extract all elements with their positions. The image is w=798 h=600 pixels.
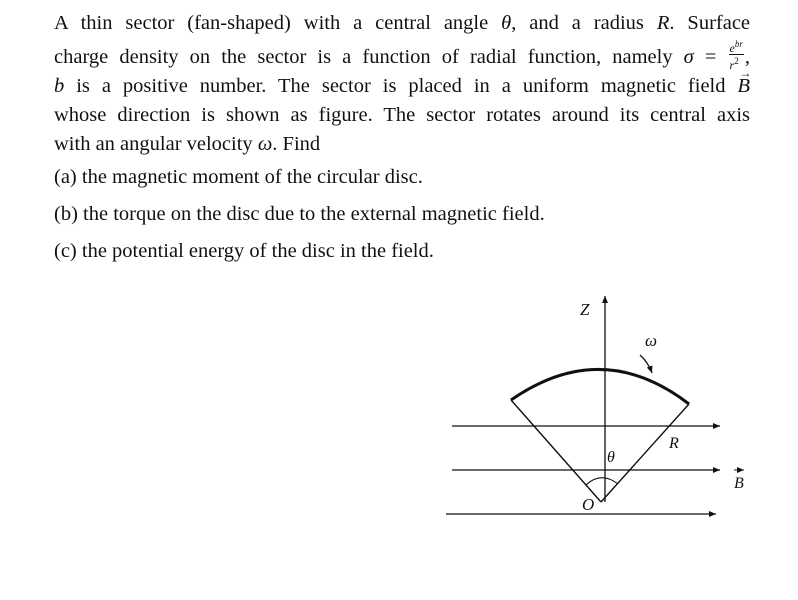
sector-left-edge: [511, 400, 601, 502]
sigma-symbol: σ: [683, 46, 694, 68]
radius-symbol: R: [656, 12, 670, 34]
omega-label: ω: [645, 331, 658, 350]
problem-line-4: whose direction is shown as figure. The sector rotates around its central axis: [54, 104, 750, 126]
b-symbol: b: [54, 75, 65, 97]
omega-symbol: ω: [257, 133, 273, 155]
problem-line-1: A thin sector (fan-shaped) with a central angle θ, and a radius R. Surface: [54, 12, 751, 34]
sector-figure: [440, 290, 770, 530]
angle-arc: [586, 478, 618, 485]
part-a: (a) the magnetic moment of the circular disc.: [54, 166, 423, 188]
problem-statement: [54, 9, 750, 159]
part-c: (c) the potential energy of the disc in the field.: [54, 240, 434, 262]
theta-label: θ: [607, 449, 615, 466]
rotation-arrow: [640, 355, 652, 373]
charge-density-fraction: $\frac{e^{br}}{r^2}$: [729, 39, 743, 72]
part-b: (b) the torque on the disc due to the external magnetic field.: [54, 203, 545, 225]
radius-label: R: [669, 435, 679, 452]
theta-symbol: θ: [501, 12, 512, 34]
problem-line-2: charge density on the sector is a function of radial function, namely σ = $\frac{e^{br}}{r^2}$ ,: [54, 39, 751, 72]
z-axis-label: Z: [580, 300, 590, 319]
problem-line-5: with an angular velocity ω. Find: [54, 133, 321, 155]
b-field-label: B: [734, 475, 744, 492]
b-field-vector: → B: [737, 72, 750, 101]
origin-label: O: [582, 495, 595, 514]
sector-arc: [511, 369, 689, 404]
problem-line-3: b is a positive number. The sector is placed in a uniform magnetic field → B: [54, 72, 750, 101]
